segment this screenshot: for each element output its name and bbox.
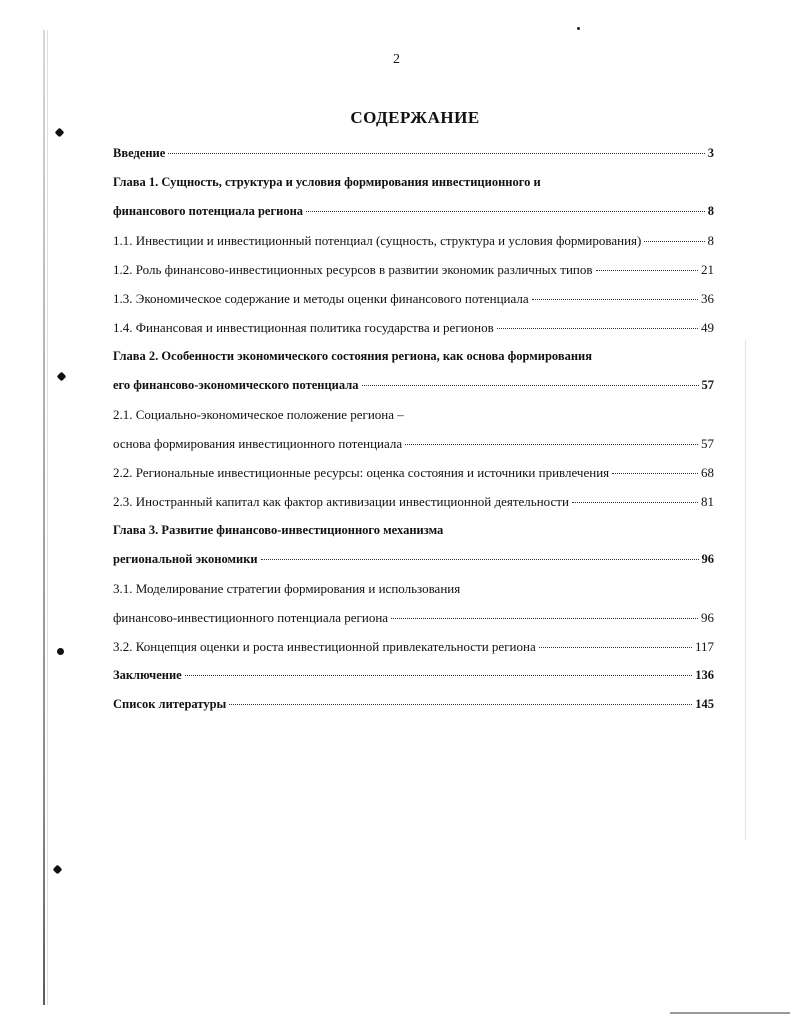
toc-entry-page: 8 xyxy=(707,233,714,248)
toc-entry-label: 3.1. Моделирование стратегии формирования и использования xyxy=(113,581,461,596)
toc-entry-page: 136 xyxy=(695,668,714,682)
toc-entry-label: 2.2. Региональные инвестиционные ресурсы: оценка состояния и источники привлечения xyxy=(113,465,610,480)
toc-entry-1-2 xyxy=(113,262,714,291)
toc-entry-page: 21 xyxy=(701,262,714,277)
scan-margin-line xyxy=(43,30,45,1005)
punch-mark-1 xyxy=(55,128,65,138)
toc-entry-label: финансово-инвестиционного потенциала региона xyxy=(113,610,389,625)
toc-leader-dots xyxy=(391,617,698,619)
toc-entry-chapter-3-line-2 xyxy=(113,552,714,581)
toc-entry-chapter-1-line-2 xyxy=(113,204,714,233)
toc-entry-page: 96 xyxy=(701,610,714,625)
toc-entry-2-1-line-2 xyxy=(113,436,714,465)
toc-leader-dots xyxy=(497,327,698,329)
toc-entry-label: 1.1. Инвестиции и инвестиционный потенциал (сущность, структура и условия формирования) xyxy=(113,233,642,248)
scan-margin-line-thin xyxy=(47,30,48,1005)
toc-leader-dots xyxy=(405,443,698,445)
toc-entry-3-1-line-1 xyxy=(113,581,714,610)
toc-entry-label: 1.4. Финансовая и инвестиционная политика государства и регионов xyxy=(113,320,494,335)
toc-leader-dots xyxy=(612,472,698,474)
toc-leader-dots xyxy=(306,210,705,212)
toc-entry-label: основа формирования инвестиционного потенциала xyxy=(113,436,403,451)
toc-entry-label: 2.1. Социально-экономическое положение региона – xyxy=(113,407,404,422)
scan-bottom-line xyxy=(670,1012,790,1014)
toc-entry-intro xyxy=(113,146,714,175)
toc-entry-chapter-1-line-1 xyxy=(113,175,714,204)
toc-leader-dots xyxy=(596,269,699,271)
toc-entry-2-2 xyxy=(113,465,714,494)
toc-leader-dots xyxy=(229,703,692,705)
toc-leader-dots xyxy=(168,152,704,154)
toc-entry-page: 81 xyxy=(701,494,714,509)
toc-entry-chapter-2-line-2 xyxy=(113,378,714,407)
toc-entry-label: 1.3. Экономическое содержание и методы оценки финансового потенциала xyxy=(113,291,529,306)
table-of-contents xyxy=(113,146,714,726)
toc-entry-1-3 xyxy=(113,291,714,320)
toc-entry-label: 3.2. Концепция оценки и роста инвестиционной привлекательности региона xyxy=(113,639,536,654)
toc-entry-page: 57 xyxy=(701,436,714,451)
toc-entry-page: 3 xyxy=(707,146,714,160)
toc-entry-page: 57 xyxy=(701,378,714,392)
punch-mark-2 xyxy=(57,372,67,382)
toc-entry-label: 2.3. Иностранный капитал как фактор активизации инвестиционной деятельности xyxy=(113,494,569,509)
toc-leader-dots xyxy=(532,298,698,300)
toc-leader-dots xyxy=(261,558,699,560)
toc-entry-label: Глава 2. Особенности экономического состояния региона, как основа формирования xyxy=(113,349,593,363)
toc-entry-3-1-line-2 xyxy=(113,610,714,639)
page-title: СОДЕРЖАНИЕ xyxy=(350,108,480,127)
toc-entry-label: 1.2. Роль финансово-инвестиционных ресурсов в развитии экономик различных типов xyxy=(113,262,593,277)
toc-entry-label: Введение xyxy=(113,146,166,160)
toc-leader-dots xyxy=(572,501,698,503)
punch-mark-4 xyxy=(53,865,63,875)
page-number: 2 xyxy=(393,52,400,67)
punch-mark-3 xyxy=(57,648,64,655)
toc-entry-page: 8 xyxy=(707,204,714,218)
toc-leader-dots xyxy=(644,240,704,242)
toc-entry-1-1 xyxy=(113,233,714,262)
toc-entry-page: 145 xyxy=(695,697,714,711)
toc-entry-label: Глава 3. Развитие финансово-инвестиционного механизма xyxy=(113,523,444,537)
toc-entry-label: финансового потенциала региона xyxy=(113,204,304,218)
scan-right-line xyxy=(745,340,746,840)
toc-entry-bibliography xyxy=(113,697,714,726)
toc-entry-chapter-2-line-1 xyxy=(113,349,714,378)
toc-entry-label: Список литературы xyxy=(113,697,227,711)
toc-entry-label: Заключение xyxy=(113,668,182,682)
toc-entry-3-2 xyxy=(113,639,714,668)
toc-entry-label: региональной экономики xyxy=(113,552,258,566)
toc-entry-2-1-line-1 xyxy=(113,407,714,436)
toc-entry-page: 117 xyxy=(694,639,714,654)
toc-entry-page: 68 xyxy=(701,465,714,480)
toc-entry-conclusion xyxy=(113,668,714,697)
toc-entry-page: 96 xyxy=(701,552,714,566)
toc-entry-label: его финансово-экономического потенциала xyxy=(113,378,359,392)
toc-entry-page: 36 xyxy=(701,291,714,306)
toc-entry-1-4 xyxy=(113,320,714,349)
toc-entry-page: 49 xyxy=(701,320,714,335)
toc-entry-chapter-3-line-1 xyxy=(113,523,714,552)
toc-leader-dots xyxy=(362,384,699,386)
toc-entry-2-3 xyxy=(113,494,714,523)
scan-speck xyxy=(577,27,580,30)
toc-entry-label: Глава 1. Сущность, структура и условия формирования инвестиционного и xyxy=(113,175,541,189)
toc-leader-dots xyxy=(539,646,692,648)
toc-leader-dots xyxy=(185,674,693,676)
